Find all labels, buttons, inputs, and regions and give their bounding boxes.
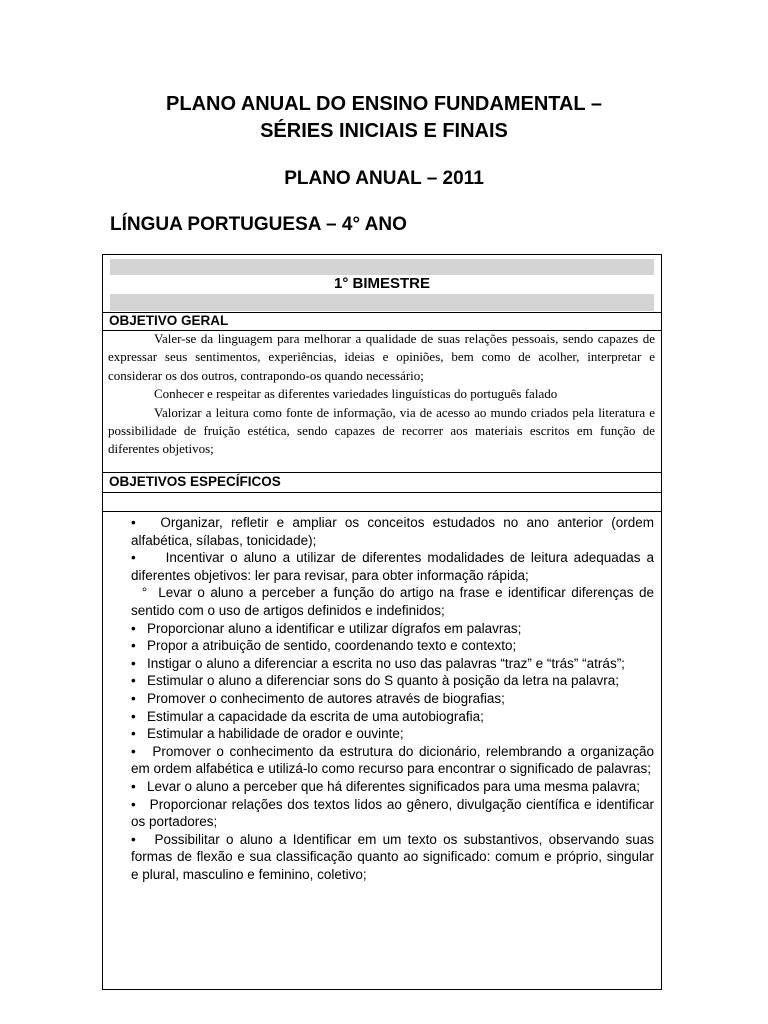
objetivos-especificos-label: OBJETIVOS ESPECÍFICOS [109,474,281,489]
plan-table [102,254,662,990]
objetivo-geral-paragraph: Conhecer e respeitar as diferentes variedades linguísticas do português falado [154,386,558,402]
list-item: • Estimular o aluno a diferenciar sons do S quanto à posição da letra na palavra; [131,673,620,689]
header-shading-top [110,259,654,275]
section-heading: LÍNGUA PORTUGUESA – 4° ANO [110,214,407,235]
list-item: • Instigar o aluno a diferenciar a escrita no uso das palavras “traz” e “trás” “atrás”; [131,655,625,671]
list-item: ° Levar o aluno a perceber a função do artigo na frase e identificar diferenças de sentido com o uso de artigos definidos e indefinidos; [131,585,658,618]
table-divider [103,492,661,493]
list-item: • Promover o conhecimento da estrutura do dicionário, relembrando a organização em ordem alfabética e utilizá-lo como recurso para encontrar o significado de palavras; [131,743,658,777]
list-item: • Propor a atribuição de sentido, coordenando texto e contexto; [131,638,517,654]
table-divider [103,511,661,512]
list-item: • Estimular a habilidade de orador e ouvinte; [131,726,404,742]
list-item: • Estimular a capacidade da escrita de uma autobiografia; [131,708,484,724]
list-item: • Proporcionar aluno a identificar e utilizar dígrafos em palavras; [131,620,522,636]
title-line-2: SÉRIES INICIAIS E FINAIS [260,120,508,142]
table-divider [103,472,661,473]
list-item: • Organizar, refletir e ampliar os conceitos estudados no ano anterior (ordem alfabética, sílabas, tonicidade); [131,515,658,548]
list-item: • Incentivar o aluno a utilizar de diferentes modalidades de leitura adequadas a diferentes objetivos: ler para revisar, para obter informação rápida; [131,550,658,583]
objetivos-especificos-list [131,514,658,883]
objetivo-geral-text [108,330,655,459]
list-item: • Proporcionar relações dos textos lidos ao gênero, divulgação científica e identificar os portadores; [131,796,658,830]
objetivo-geral-paragraph: Valer-se da linguagem para melhorar a qualidade de suas relações pessoais, sendo capazes de expressar seus sentimentos, experiências, ideias e opiniões, bem como de acolher, interpretar e considerar os dos outros, contrapondo-os quando necessário; [108,331,655,383]
objetivo-geral-label: OBJETIVO GERAL [109,313,229,328]
list-item: • Possibilitar o aluno a Identificar em um texto os substantivos, observando suas formas de flexão e sua classificação quanto ao significado: comum e próprio, singular e plural, masculino e feminino, coletivo; [131,831,658,882]
document-title [0,91,768,145]
bimestre-heading: 1° BIMESTRE [333,275,430,292]
list-item: • Levar o aluno a perceber que há diferentes significados para uma mesma palavra; [131,778,641,794]
header-shading-bottom [110,294,654,311]
document-subtitle: PLANO ANUAL – 2011 [284,168,484,189]
title-line-1: PLANO ANUAL DO ENSINO FUNDAMENTAL – [166,93,602,115]
list-item: • Promover o conhecimento de autores através de biografias; [131,690,505,706]
objetivo-geral-paragraph: Valorizar a leitura como fonte de informação, via de acesso ao mundo criados pela literatura e possibilidade de fruição estética, sendo capazes de recorrer aos materiais escritos em função de diferentes objetivos; [108,404,655,457]
